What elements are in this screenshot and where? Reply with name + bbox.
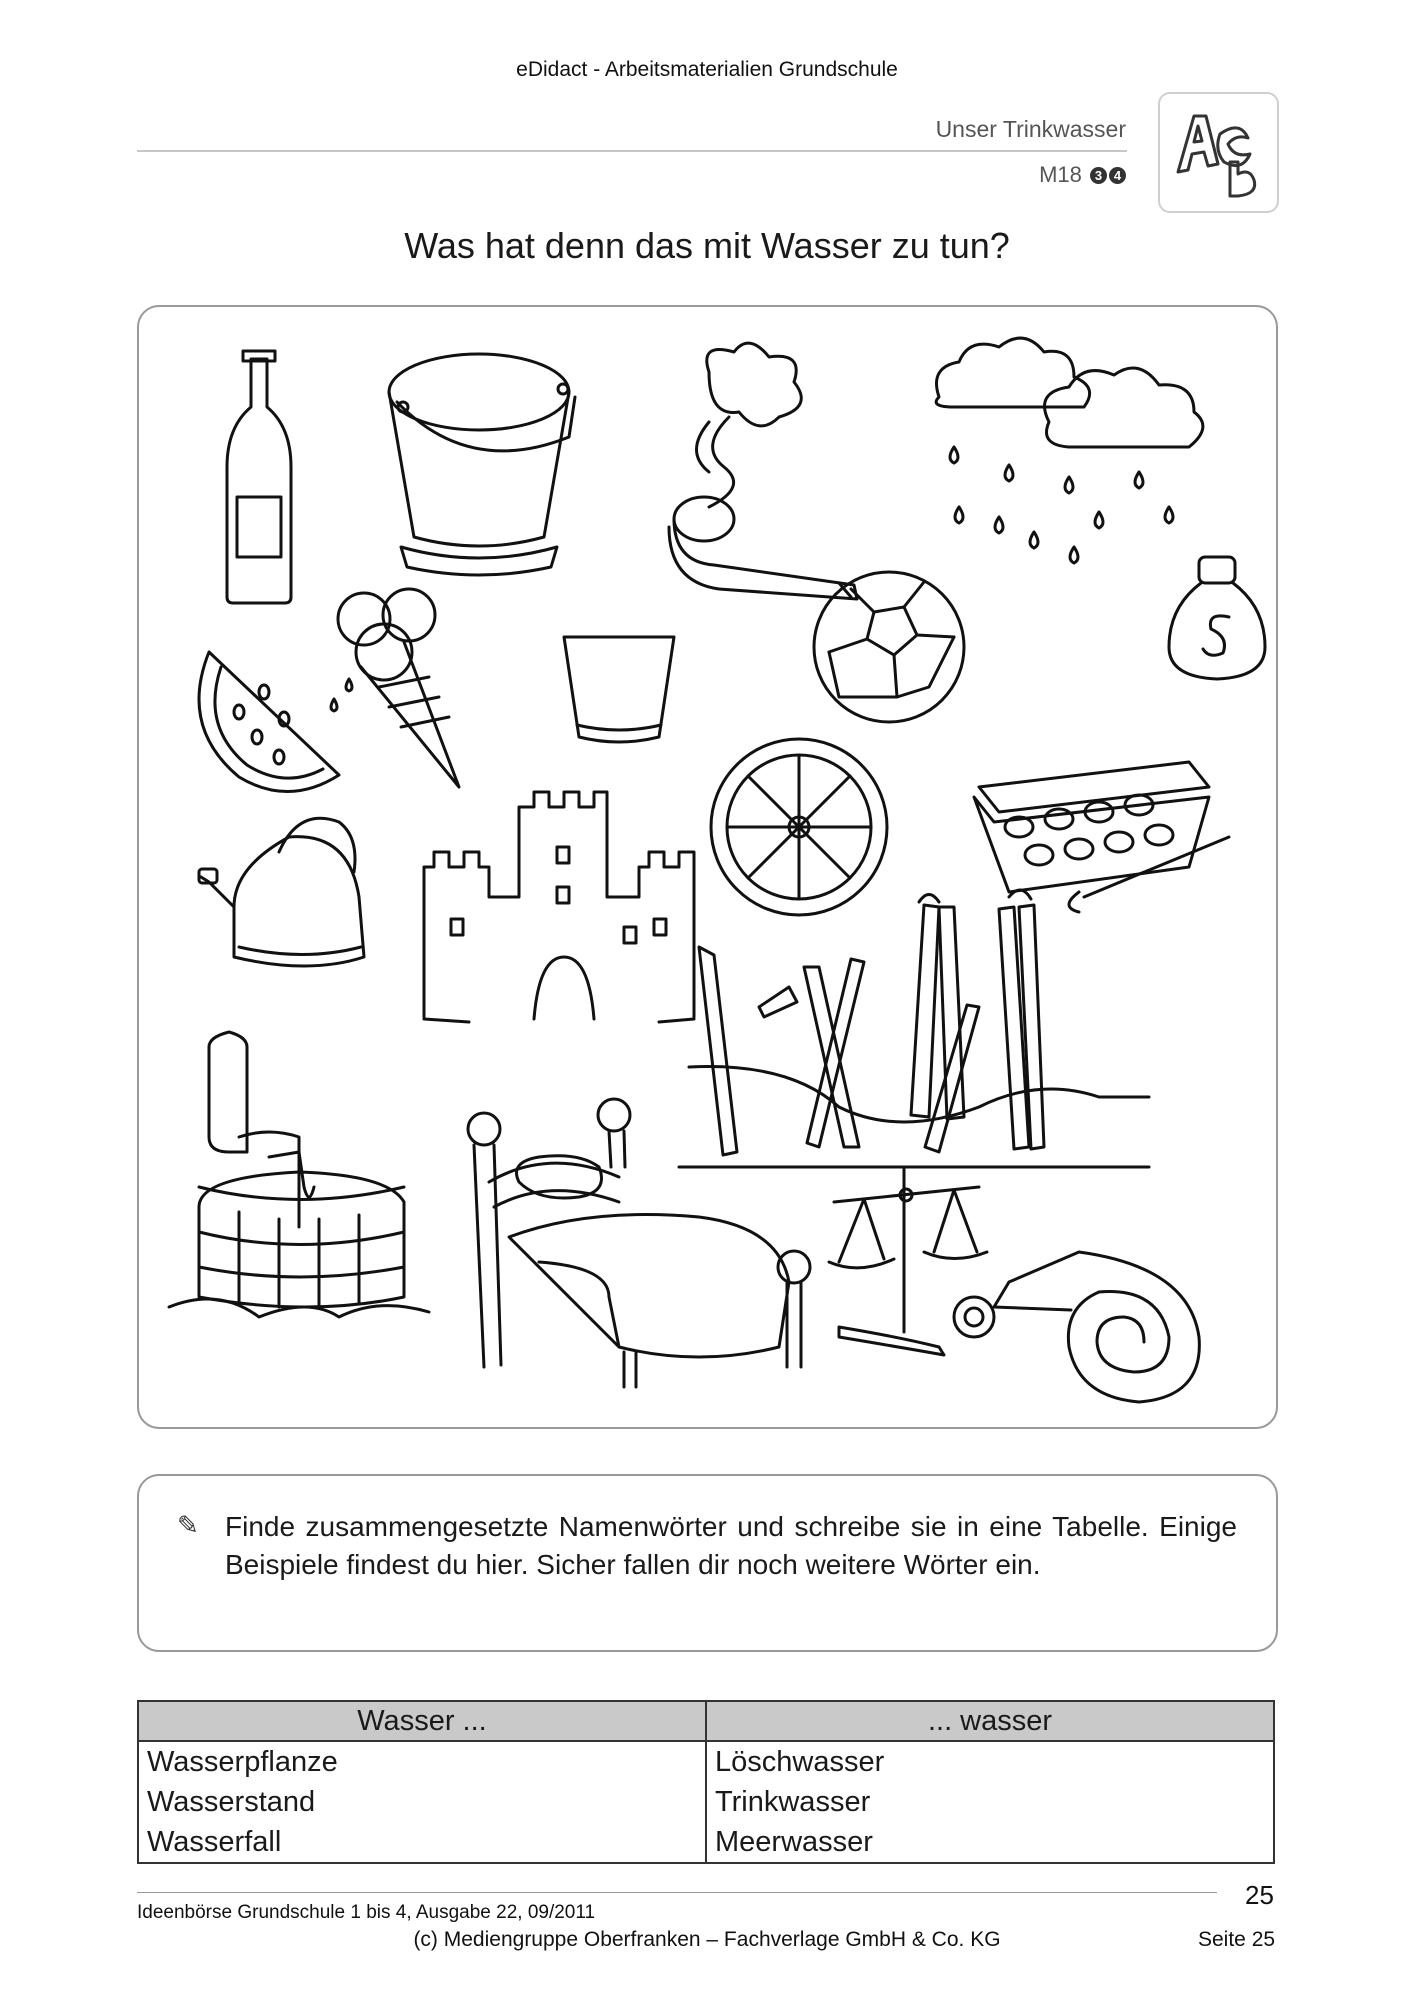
task-instruction: Finde zusammengesetzte Namenwörter und schreibe sie in eine Tabelle. Einige Beispiele findest du hier. Sicher fallen dir noch weitere Wörter ein. [225, 1511, 1237, 1580]
header-divider [137, 150, 1127, 152]
pencil-icon: ✎ [177, 1510, 199, 1540]
table-row [138, 1741, 1274, 1782]
table-cell: Wasserfall [138, 1822, 706, 1863]
well-icon [169, 1032, 429, 1317]
publisher-line: eDidact - Arbeitsmaterialien Grundschule [516, 58, 898, 81]
bed-icon [468, 1099, 810, 1387]
edition-info: Ideenbörse Grundschule 1 bis 4, Ausgabe 22, 09/2011 [137, 1902, 596, 1923]
task-box [137, 1474, 1278, 1652]
skis-icon [679, 890, 1149, 1167]
grade-badge-4: 4 [1109, 167, 1126, 184]
page-title: Was hat denn das mit Wasser zu tun? [404, 225, 1010, 266]
table-cell: Wasserpflanze [138, 1741, 706, 1782]
scale-icon [829, 1167, 987, 1355]
rain-cloud-icon [936, 338, 1203, 563]
salt-shaker-icon [1169, 557, 1265, 679]
hose-icon [954, 1252, 1199, 1402]
wheel-icon [711, 739, 887, 915]
table-cell: Wasserstand [138, 1782, 706, 1822]
material-code [1039, 162, 1126, 188]
column-header-prefix: Wasser ... [138, 1701, 706, 1741]
table-cell: Meerwasser [706, 1822, 1274, 1863]
kettle-icon [199, 818, 364, 966]
sand-castle-icon [424, 792, 694, 1022]
column-header-suffix: ... wasser [706, 1701, 1274, 1741]
abc-letters-logo-icon [1158, 92, 1279, 213]
ice-cream-icon [331, 589, 459, 787]
unit-title: Unser Trinkwasser [935, 116, 1126, 142]
copyright: (c) Mediengruppe Oberfranken – Fachverlage GmbH & Co. KG [413, 1928, 1001, 1951]
footer-divider [137, 1892, 1217, 1893]
table-row [138, 1822, 1274, 1863]
picture-frame [137, 305, 1278, 1429]
material-code-label: M18 [1039, 162, 1082, 187]
page-number: 25 [1245, 1880, 1274, 1910]
grade-badge-3: 3 [1090, 167, 1107, 184]
table-cell: Löschwasser [706, 1741, 1274, 1782]
bucket-icon [389, 354, 575, 575]
table-cell: Trinkwasser [706, 1782, 1274, 1822]
bottle-icon [227, 351, 291, 603]
watermelon-icon [199, 652, 339, 792]
paint-box-icon [974, 762, 1229, 912]
table-header-row [138, 1701, 1274, 1741]
table-row [138, 1782, 1274, 1822]
compound-words-table [137, 1700, 1275, 1864]
football-icon [814, 572, 964, 722]
glass-icon [564, 637, 674, 742]
pipe-icon [669, 343, 857, 599]
page-label: Seite 25 [1198, 1928, 1276, 1951]
